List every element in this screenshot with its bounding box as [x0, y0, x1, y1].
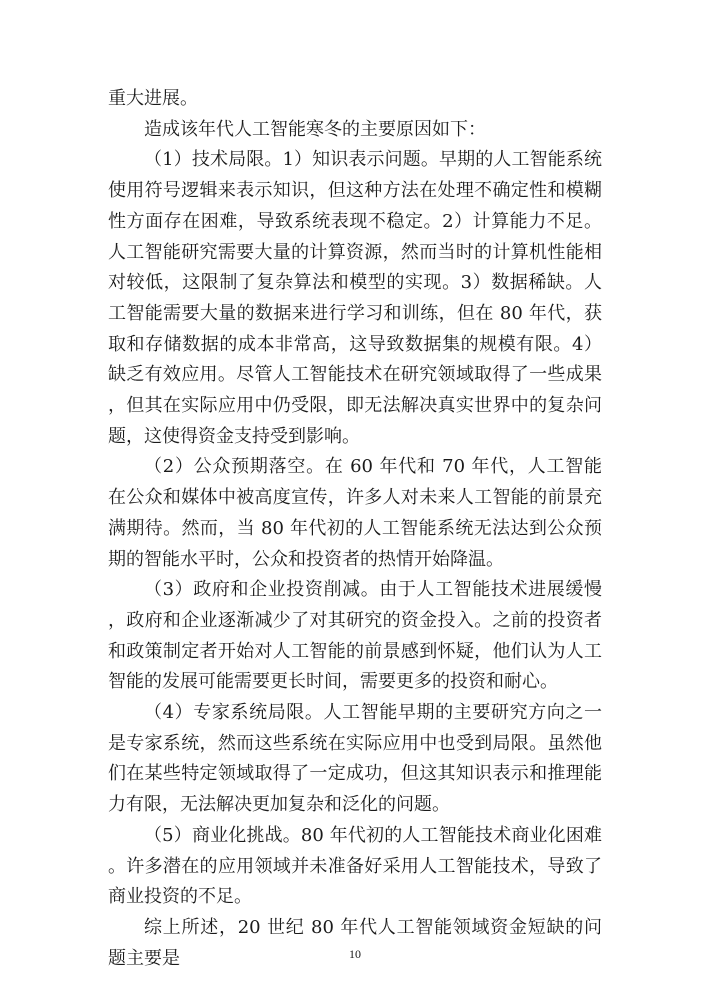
paragraph: （1）技术局限。1）知识表示问题。早期的人工智能系统使用符号逻辑来表示知识，但这种方法在处理不确定性和模糊性方面存在困难，导致系统表现不稳定。2）计算能力不足。人工智能研究需要大量的计算资源，然而当时的计算机性能相对较低，这限制了复杂算法和模型的实现。3）数据稀缺。人工智能需要大量的数据来进行学习和训练，但在 80 年代，获取和存储数据的成本非常高，这导致数据集的规模有限。4）缺乏有效应用。尽管人工智能技术在研究领域取得了一些成果，但其在实际应用中仍受限，即无法解决真实世界中的复杂问题，这使得资金支持受到影响。: [108, 149, 602, 447]
paragraph: （5）商业化挑战。80 年代初的人工智能技术商业化困难。许多潜在的应用领域并未准备好采用人工智能技术，导致了商业投资的不足。: [108, 824, 602, 908]
paragraph: 造成该年代人工智能寒冬的主要原因如下：: [144, 118, 486, 140]
continuation-line: 重大进展。: [108, 88, 198, 109]
paragraph: （4）专家系统局限。人工智能早期的主要研究方向之一是专家系统，然而这些系统在实际应用中也受到局限。虽然他们在某些特定领域取得了一定成功，但这其知识表示和推理能力有限，无法解决更加复杂和泛化的问题。: [108, 702, 602, 816]
body-text: [108, 84, 602, 974]
paragraph: 综上所述，20 世纪 80 年代人工智能领域资金短缺的问题主要是: [108, 916, 602, 969]
page-number: 10: [349, 947, 361, 961]
paragraph: （3）政府和企业投资削减。由于人工智能技术进展缓慢，政府和企业逐渐减少了对其研究的资金投入。之前的投资者和政策制定者开始对人工智能的前景感到怀疑，他们认为人工智能的发展可能需要更长时间，需要更多的投资和耐心。: [108, 579, 602, 693]
paragraph: （2）公众预期落空。在 60 年代和 70 年代，人工智能在公众和媒体中被高度宣传，许多人对未来人工智能的前景充满期待。然而，当 80 年代初的人工智能系统无法达到公众预期的智能水平时，公众和投资者的热情开始降温。: [108, 456, 602, 570]
